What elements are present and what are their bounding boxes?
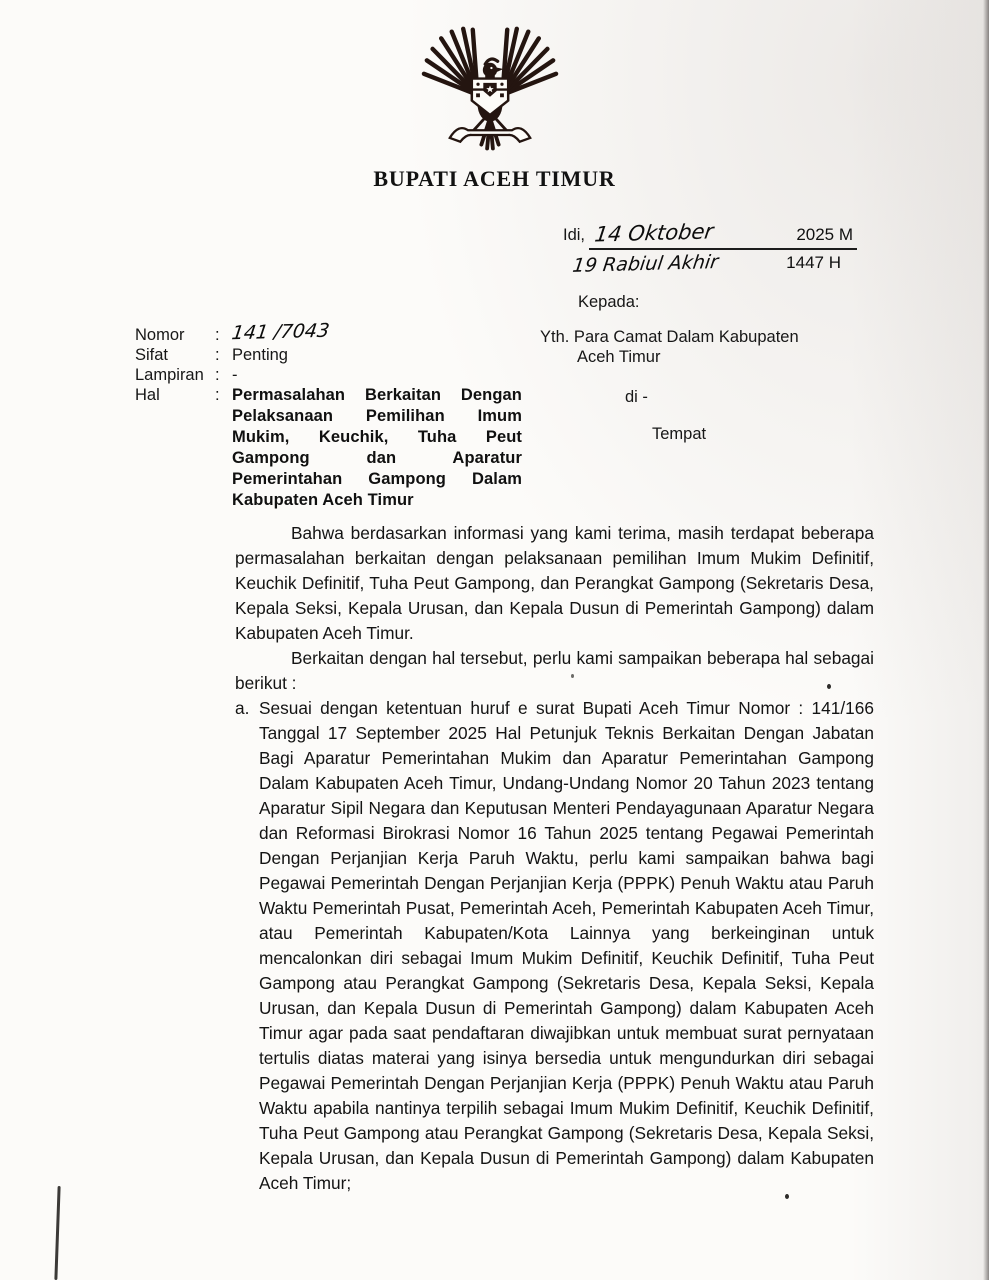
nomor-colon: : [215, 326, 220, 344]
meta-row-lampiran [135, 365, 527, 385]
hal-subject-value: Permasalahan Berkaitan Dengan Pelaksanaan Pemilihan Imum Mukim, Keuchik, Tuha Peut Gampong dan Aparatur Pemerintahan Gampong Dalam Kabupaten Aceh Timur [232, 386, 522, 509]
date-underline [589, 221, 857, 250]
sifat-colon: : [215, 346, 220, 364]
hal-label: Hal [135, 386, 160, 404]
di-label: di - [625, 388, 648, 406]
scan-right-edge-shadow [983, 0, 989, 1280]
lampiran-colon: : [215, 366, 220, 384]
scan-left-edge-line [54, 1186, 60, 1280]
meta-row-sifat [135, 345, 527, 365]
letter-meta [135, 319, 527, 511]
recipient-line2: Aceh Timur [577, 348, 661, 366]
recipient-block [540, 327, 885, 444]
dateline [563, 221, 863, 275]
meta-row-hal [135, 385, 527, 511]
place-label: Idi, [563, 226, 586, 244]
letterhead-title: BUPATI ACEH TIMUR [373, 166, 616, 191]
item-a-marker: a. [235, 698, 250, 718]
handwritten-gregorian-date: 14 Oktober [593, 219, 715, 247]
scan-speck [571, 674, 574, 678]
gregorian-year: 2025 M [796, 225, 854, 244]
hal-colon: : [215, 386, 220, 404]
handwritten-nomor-value: 141 /7043 [230, 319, 331, 345]
lampiran-label: Lampiran [135, 366, 204, 384]
kepada-label: Kepada: [578, 293, 640, 311]
body-paragraph-2: Berkaitan dengan hal tersebut, perlu kami sampaikan beberapa hal sebagai berikut : [235, 648, 874, 693]
nomor-label: Nomor [135, 326, 185, 344]
lampiran-value: - [232, 366, 238, 384]
handwritten-hijri-date: 19 Rabiul Akhir [571, 251, 720, 277]
meta-row-nomor [135, 319, 527, 345]
recipient-line1: Yth. Para Camat Dalam Kabupaten [540, 328, 799, 346]
hijri-year: 1447 H [786, 253, 841, 272]
sifat-label: Sifat [135, 346, 169, 364]
dateline-hijri-row [573, 253, 841, 275]
body-paragraph-1: Bahwa berdasarkan informasi yang kami terima, masih terdapat beberapa permasalahan berkaitan dengan pelaksanaan pemilihan Imum Mukim Definitif, Keuchik Definitif, Tuha Peut Gampong, dan Perangkat Gampong (Sekretaris Desa, Kepala Seksi, Kepala Urusan, dan Kepala Dusun di Pemerintah Gampong) dalam Kabupaten Aceh Timur. [235, 523, 874, 643]
scan-speck [785, 1194, 789, 1199]
item-a-text: Sesuai dengan ketentuan huruf e surat Bupati Aceh Timur Nomor : 141/166 Tanggal 17 September 2025 Hal Petunjuk Teknis Berkaitan Dengan Jabatan Bagi Aparatur Pemerintahan Mukim dan Aparatur Pemerintahan Gampong Dalam Kabupaten Aceh Timur, Undang-Undang Nomor 20 Tahun 2023 tentang Aparatur Sipil Negara dan Keputusan Menteri Pendayagunaan Aparatur Negara dan Reformasi Birokrasi Nomor 16 Tahun 2025 tentang Pegawai Pemerintah Dengan Perjanjian Kerja Paruh Waktu, perlu kami sampaikan bahwa bagi Pegawai Pemerintah Dengan Perjanjian Kerja (PPPK) Penuh Waktu atau Paruh Waktu Pemerintah Pusat, Pemerintah Aceh, Pemerintah Kabupaten Aceh Timur, atau Pemerintah Kabupaten/Kota Lainnya yang berkeinginan untuk mencalonkan diri sebagai Imum Mukim Definitif, Keuchik Definitif, Tuha Peut Gampong atau Perangkat Gampong (Sekretaris Desa, Kepala Seksi, Kepala Urusan, dan Kepala Dusun di Pemerintah Gampong) dalam Kabupaten Aceh Timur agar pada saat pendaftaran diwajibkan untuk membuat surat pernyataan tertulis diatas materai yang isinya bersedia untuk mengundurkan diri sebagai Pegawai Pemerintah Dengan Perjanjian Kerja (PPPK) Penuh Waktu atau Paruh Waktu apabila nantinya terpilih sebagai Imum Mukim Definitif, Keuchik Definitif, Tuha Peut Gampong atau Perangkat Gampong (Sekretaris Desa, Kepala Seksi, Kepala Urusan, dan Kepala Dusun di Pemerintah Gampong) dalam Kabupaten Aceh Timur; [259, 698, 874, 1193]
garuda-pancasila-icon [417, 24, 563, 158]
recipient-place: Tempat [652, 425, 707, 443]
garuda-pancasila-emblem [417, 24, 563, 158]
letter-body [235, 521, 874, 1196]
body-item-a [235, 696, 874, 1196]
dateline-gregorian-row [563, 221, 863, 250]
scan-speck [827, 684, 831, 689]
sifat-value: Penting [232, 346, 288, 364]
